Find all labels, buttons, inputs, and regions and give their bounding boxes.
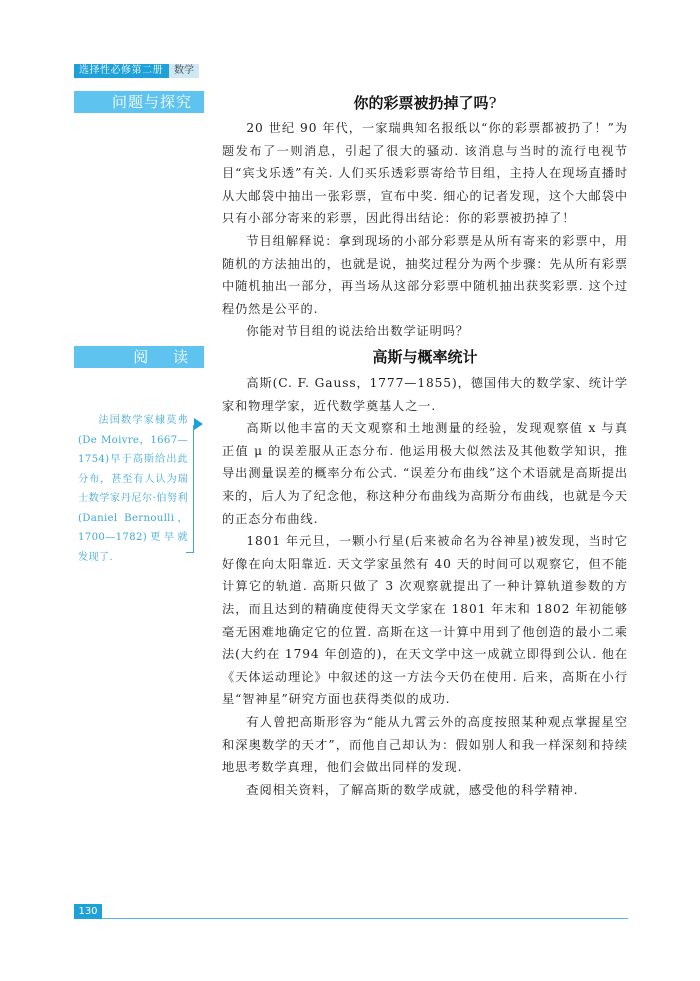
paragraph: 20 世纪 90 年代，一家瑞典知名报纸以“你的彩票都被扔了！”为题发布了一则消息，引起了很大的骚动. 该消息与当时的流行电视节目“宾戈乐透”有关. 人们买乐透彩票寄给节目组，主持人在现场直播时从大邮袋中抽出一张彩票，宣布中奖. 细心的记者发现，这个大邮袋中只有小部分寄来的彩票，因此得出结论：你的彩票被扔掉了！: [222, 121, 628, 226]
side-note: [78, 411, 188, 567]
paragraph: 你能对节目组的说法给出数学证明吗？: [246, 324, 469, 339]
paragraph: 1801 年元旦，一颗小行星(后来被命名为谷神星)被发现，当时它好像在向太阳靠近. 天文学家虽然有 40 天的时间可以观察它，但不能计算它的轨道. 高斯只做了 3 次观察就提出了一种计算轨道参数的方法，而且达到的精确度使得天文学家在 1801 年末和 1802 年初能够毫无困难地确定它的位置. 高斯在这一计算中用到了他创造的最小二乘法(大约在 1794 年创造的)，在天文学中这一成就立即得到公认. 他在《天体运动理论》中叙述的这一方法今天仍在使用. 后来，高斯在小行星“智神星”研究方面也获得类似的成功.: [222, 534, 628, 707]
book-volume-tag: [74, 64, 199, 78]
note-bracket-foot: [186, 552, 194, 553]
section-title-text: 你的彩票被扔掉了吗: [353, 94, 489, 112]
note-pointer-arrow-icon: [194, 418, 203, 430]
section-body-gauss: [222, 372, 628, 801]
paragraph: 节目组解释说：拿到现场的小部分彩票是从所有寄来的彩票中，用随机的方法抽出的，也就是说，抽奖过程分为两个步骤：先从所有彩票中随机抽出一部分，再当场从这部分彩票中随机抽出获奖彩票. 这个过程仍然是公平的.: [222, 233, 628, 316]
page-number: 130: [74, 904, 102, 919]
section-title-lottery: [222, 92, 628, 113]
section-label-explore: 问题与探究: [74, 91, 204, 113]
note-bracket-line: [193, 425, 194, 553]
section-title-gauss: 高斯与概率统计: [372, 348, 478, 366]
subject-label: 数学: [169, 64, 199, 78]
paragraph: 高斯(C. F. Gauss，1777—1855)，德国伟大的数学家、统计学家和物理学家，近代数学奠基人之一.: [222, 376, 628, 413]
section-label-reading: 阅 读: [74, 346, 204, 368]
paragraph: 有人曾把高斯形容为“能从九霄云外的高度按照某种观点掌握星空和深奥数学的天才”，而他自己却认为：假如别人和我一样深刻和持续地思考数学真理，他们会做出同样的发现.: [222, 714, 628, 775]
section-body-lottery: [222, 117, 628, 343]
paragraph: 查阅相关资料，了解高斯的数学成就，感受他的科学精神.: [246, 782, 579, 797]
question-mark: ?: [488, 94, 497, 112]
volume-label: 选择性必修第二册: [74, 64, 169, 78]
paragraph: 高斯以他丰富的天文观察和土地测量的经验，发现观察值 x 与真正值 μ 的误差服从正态分布. 他运用极大似然法及其他数学知识，推导出测量误差的概率分布公式. “误差分布曲线”这个术语就是高斯提出来的，后人为了纪念他，称这种分布曲线为高斯分布曲线，也就是今天的正态分布曲线.: [222, 421, 628, 526]
side-note-text: 法国数学家棣莫弗(De Moivre，1667—1754)早于高斯给出此分布，甚至有人认为瑞士数学家丹尼尔·伯努利(Daniel Bernoulli，1700—1782)更早就发现了.: [78, 415, 188, 563]
footer-divider: [102, 918, 628, 919]
